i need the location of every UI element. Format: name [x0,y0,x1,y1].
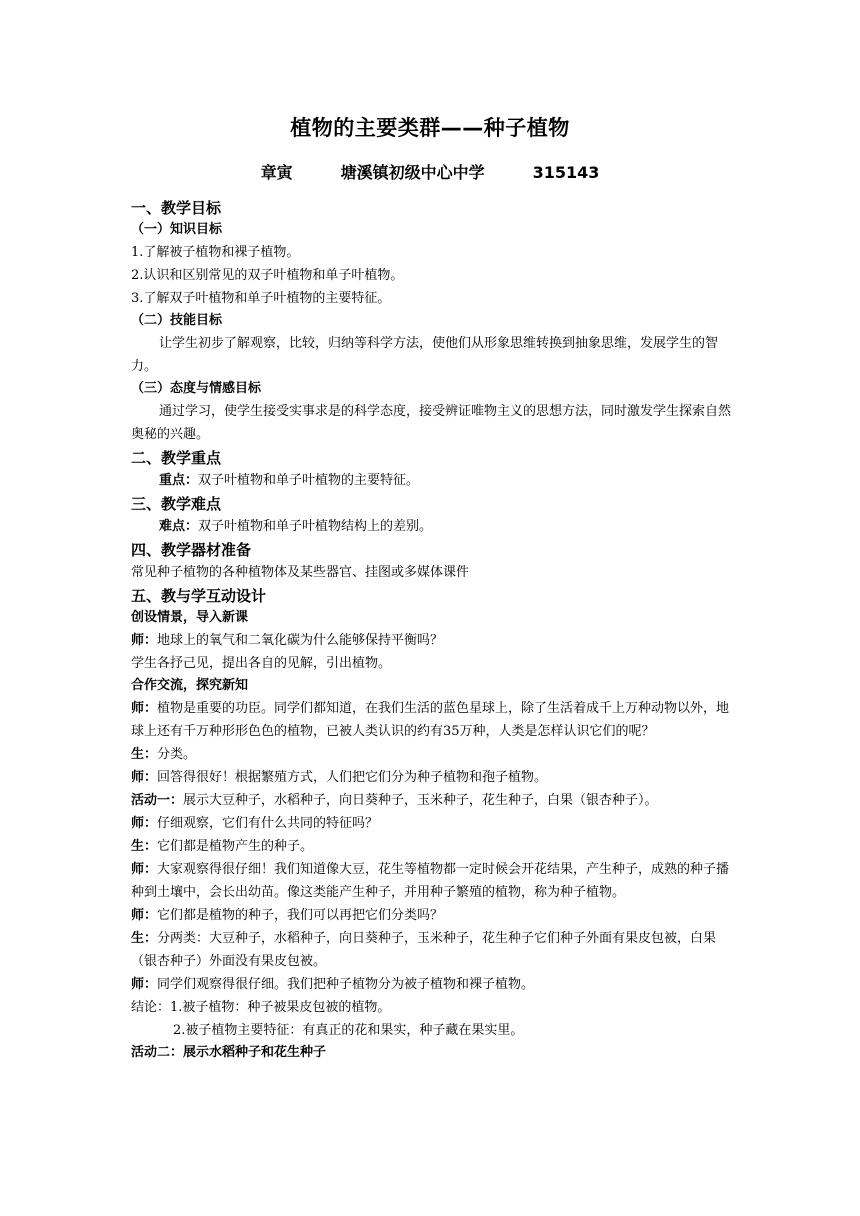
speaker-label: 师： [131,977,158,992]
speaker-label: 师： [131,862,158,877]
dialogue-line [131,904,733,927]
paragraph: 常见种子植物的各种植物体及某些器官、挂图或多媒体课件 [131,565,470,580]
section-heading: 二、教学重点 [131,449,222,467]
line-text: 植物是重要的功臣。同学们都知道，在我们生活的蓝色星球上，除了生活着成千上万种动物以外，地球上还有千万种形形色色的植物，已被人类认识的约有35万种，人类是怎样认识它们的呢？ [131,701,730,739]
line-text: 它们都是植物的种子，我们可以再把它们分类吗？ [157,908,444,923]
document-body [131,196,733,1064]
dialogue-line: 学生各抒己见，提出各自的见解，引出植物。 [131,656,392,671]
section-heading: 一、教学目标 [131,199,222,217]
dialogue-line [131,858,733,904]
subsection-heading: （三）态度与情感目标 [131,381,262,396]
label: 难点： [159,519,199,534]
speaker-label: 师： [131,816,158,831]
dialogue-line [131,629,733,652]
section-heading: 四、教学器材准备 [131,541,252,559]
subsection-heading: （二）技能目标 [131,313,223,328]
line-text: 1.被子植物：种子被果皮包被的植物。 [170,1000,391,1015]
line-text: 分类。 [157,747,197,762]
dialogue-line [131,835,733,858]
label: 重点： [159,473,199,488]
subsection-heading: 创设情景，导入新课 [131,610,249,625]
speaker-label: 活动一： [131,793,184,808]
speaker-label: 生： [131,747,158,762]
speaker-label: 师： [131,633,158,648]
speaker-label: 师： [131,701,158,716]
list-item: 3.了解双子叶植物和单子叶植物的主要特征。 [131,291,391,306]
line-text: 同学们观察得很仔细。我们把种子植物分为被子植物和裸子植物。 [157,977,535,992]
section-heading: 五、教与学互动设计 [131,587,267,605]
dialogue-line [131,766,733,789]
text: 双子叶植物和单子叶植物结构上的差别。 [198,519,433,534]
line-text: 大家观察得很仔细！我们知道像大豆，花生等植物都一定时候会开花结果，产生种子，成熟的种子播种到土壤中，会长出幼苗。像这类能产生种子，并用种子繁殖的植物，称为种子植物。 [131,862,730,900]
speaker-label: 生： [131,839,158,854]
line-text: 地球上的氧气和二氧化碳为什么能够保持平衡吗？ [157,633,444,648]
author-name: 章寅 [260,163,293,182]
paragraph [131,515,733,538]
subsection-heading: 活动二：展示水稻种子和花生种子 [131,1045,327,1060]
text: 双子叶植物和单子叶植物的主要特征。 [198,473,420,488]
subsection-heading: 合作交流，探究新知 [131,678,249,693]
document-title: 植物的主要类群——种子植物 [290,116,570,140]
dialogue-line [131,973,733,996]
dialogue-line [131,743,733,766]
line-text: 展示大豆种子，水稻种子，向日葵种子，玉米种子，花生种子，白果（银杏种子）。 [183,793,658,808]
author-line [0,160,860,183]
conclusion-label: 结论： [131,1000,171,1015]
paragraph: 让学生初步了解观察，比较，归纳等科学方法，使他们从形象思维转换到抽象思维，发展学生的智力。 [131,336,719,374]
subsection-heading: （一）知识目标 [131,222,223,237]
author-code: 315143 [532,163,600,182]
speaker-label: 生： [131,931,158,946]
list-item: 2.认识和区别常见的双子叶植物和单子叶植物。 [131,268,404,283]
list-item: 1.了解被子植物和裸子植物。 [131,245,300,260]
dialogue-line [131,927,733,973]
line-text: 分两类：大豆种子，水稻种子，向日葵种子，玉米种子，花生种子它们种子外面有果皮包被，白果（银杏种子）外面没有果皮包被。 [131,931,717,969]
section-heading: 三、教学难点 [131,495,222,513]
speaker-label: 师： [131,770,158,785]
conclusion-line [131,996,733,1019]
line-text: 它们都是植物产生的种子。 [157,839,314,854]
dialogue-line [131,812,733,835]
author-school: 塘溪镇初级中心中学 [340,163,485,182]
line-text: 仔细观察，它们有什么共同的特征吗？ [157,816,379,831]
conclusion-line: 2.被子植物主要特征：有真正的花和果实，种子藏在果实里。 [173,1023,524,1038]
dialogue-line [131,789,733,812]
line-text: 回答得很好！根据繁殖方式，人们把它们分为种子植物和孢子植物。 [157,770,548,785]
paragraph: 通过学习，使学生接受实事求是的科学态度，接受辨证唯物主义的思想方法，同时激发学生探索自然奥秘的兴趣。 [131,404,732,442]
speaker-label: 师： [131,908,158,923]
dialogue-line [131,697,733,743]
paragraph [131,469,733,492]
